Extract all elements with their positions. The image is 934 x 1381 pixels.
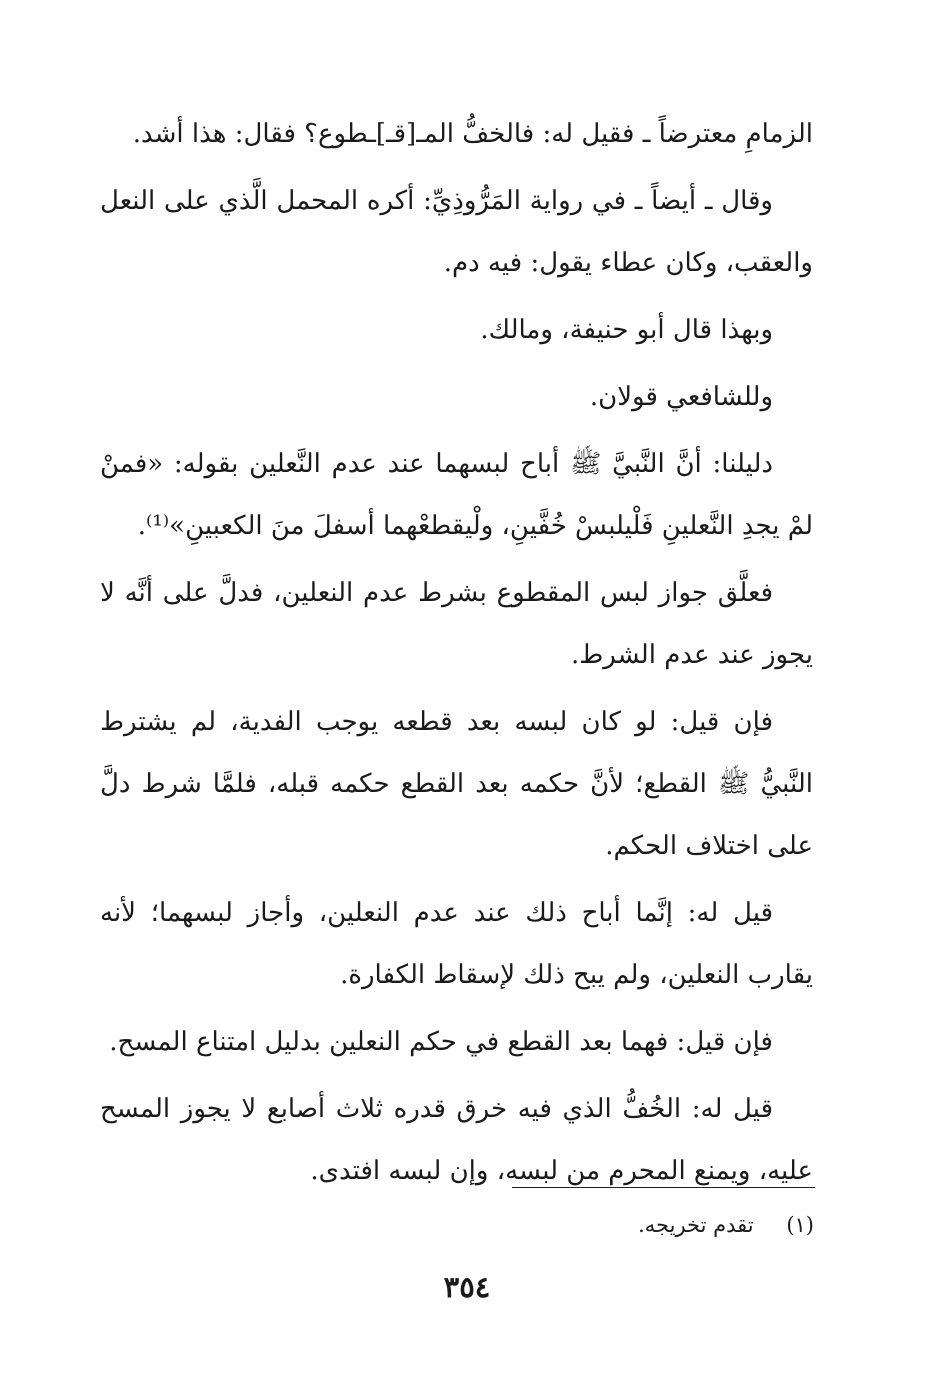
footnote-divider <box>512 1187 815 1188</box>
footnote <box>638 1205 814 1245</box>
paragraph-7: فإن قيل: لو كان لبسه بعد قطعه يوجب الفدية، لم يشترط النَّبيُّ ﷺ القطع؛ لأنَّ حكمه بعد القطع حكمه قبله، فلمَّا شرط دلَّ على اختلاف الحكم. <box>100 707 813 861</box>
paragraph-8: قيل له: إنَّما أباح ذلك عند عدم النعلين، وأجاز لبسهما؛ لأنه يقارب النعلين، ولم يبح ذلك لإسقاط الكفارة. <box>100 898 813 990</box>
paragraph-6: فعلَّق جواز لبس المقطوع بشرط عدم النعلين، فدلَّ على أنَّه لا يجوز عند عدم الشرط. <box>100 578 813 670</box>
paragraph-9: فإن قيل: فهما بعد القطع في حكم النعلين بدليل امتناع المسح. <box>109 1027 773 1057</box>
footnote-text: تقدم تخريجه. <box>638 1213 754 1237</box>
paragraph-2: وقال ـ أيضاً ـ في رواية المَرُّوذِيِّ: أكره المحمل الَّذي على النعل والعقب، وكان عطاء يقول: فيه دم. <box>100 186 813 278</box>
page-number: ٣٥٤ <box>443 1270 491 1304</box>
paragraph-5: دليلنا: أنَّ النَّبيَّ ﷺ أباح لبسهما عند عدم النَّعلين بقوله: «فمنْ لمْ يجدِ النَّعلينِ فَلْيلبسْ خُفَّينِ، ولْيقطعْهما أسفلَ منَ الكعبينِ»⁽¹⁾. <box>100 449 813 541</box>
footnote-number: (١) <box>786 1213 814 1237</box>
paragraph-1: الزمامِ معترضاً ـ فقيل له: فالخفُّ المـ[قـ]ـطوع؟ فقال: هذا أشد. <box>132 119 813 149</box>
paragraph-4: وللشافعي قولان. <box>589 382 773 412</box>
paragraph-10: قيل له: الخُفُّ الذي فيه خرق قدره ثلاث أصابع لا يجوز المسح عليه، ويمنع المحرم من لبسه، وإن لبسه افتدى. <box>100 1094 813 1186</box>
paragraph-3: وبهذا قال أبو حنيفة، ومالك. <box>480 315 773 345</box>
main-text <box>100 103 813 1207</box>
